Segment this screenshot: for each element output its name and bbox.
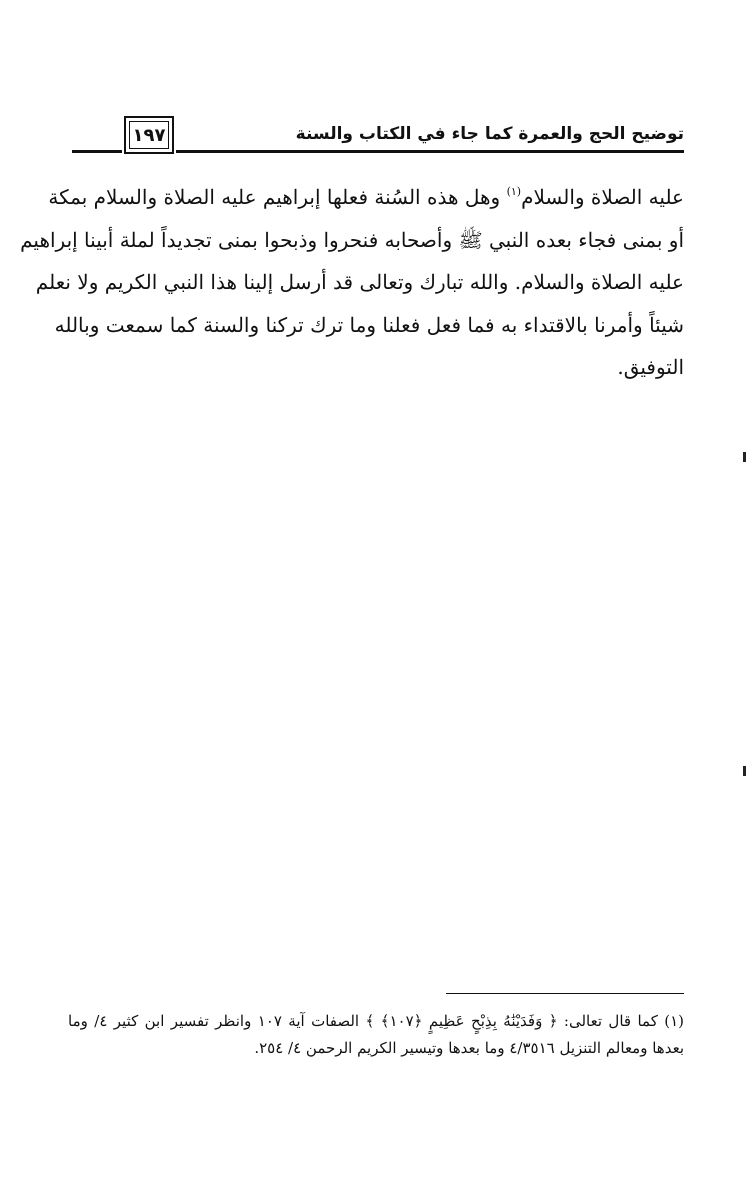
running-title: توضيح الحج والعمرة كما جاء في الكتاب والسنة <box>295 124 684 144</box>
header-rule-right <box>176 150 684 153</box>
footnote-reference: (١) <box>506 185 522 198</box>
footnote-line: بعدها ومعالم التنزيل ٤/٣٥١٦ وما بعدها وتيسير الكريم الرحمن ٤/ ٢٥٤. <box>254 1039 684 1057</box>
footnote-line: (١) كما قال تعالى: ﴿ وَفَدَيْنَٰهُ بِذِبْحٍ عَظِيمٍ ﴿١٠٧﴾ ﴾ الصفات آية ١٠٧ وانظر تفسير ابن كثير ٤/ وما <box>68 1012 685 1030</box>
body-line <box>48 176 684 219</box>
page-number-box <box>124 116 174 154</box>
body-line: شيئاً وأمرنا بالاقتداء به فما فعل فعلنا وما ترك تركنا والسنة كما سمعت وبالله <box>54 312 684 337</box>
page-header <box>72 116 684 162</box>
body-line-text-continued: وهل هذه السُنة فعلها إبراهيم عليه الصلاة والسلام بمكة <box>48 185 507 209</box>
footnote-separator <box>446 993 684 994</box>
body-text <box>20 176 684 389</box>
body-line: التوفيق. <box>617 355 684 379</box>
body-line: أو بمنى فجاء بعده النبي ﷺ وأصحابه فنحروا وذبحوا بمنى تجديداً لملة أبينا إبراهيم <box>20 227 684 252</box>
footnotes <box>68 1008 684 1062</box>
header-rule-left <box>72 150 122 153</box>
page-number: ١٩٧ <box>129 121 169 149</box>
body-line-text: عليه الصلاة والسلام <box>521 185 684 209</box>
body-line: عليه الصلاة والسلام. والله تبارك وتعالى قد أرسل إلينا هذا النبي الكريم ولا نعلم <box>35 270 684 294</box>
